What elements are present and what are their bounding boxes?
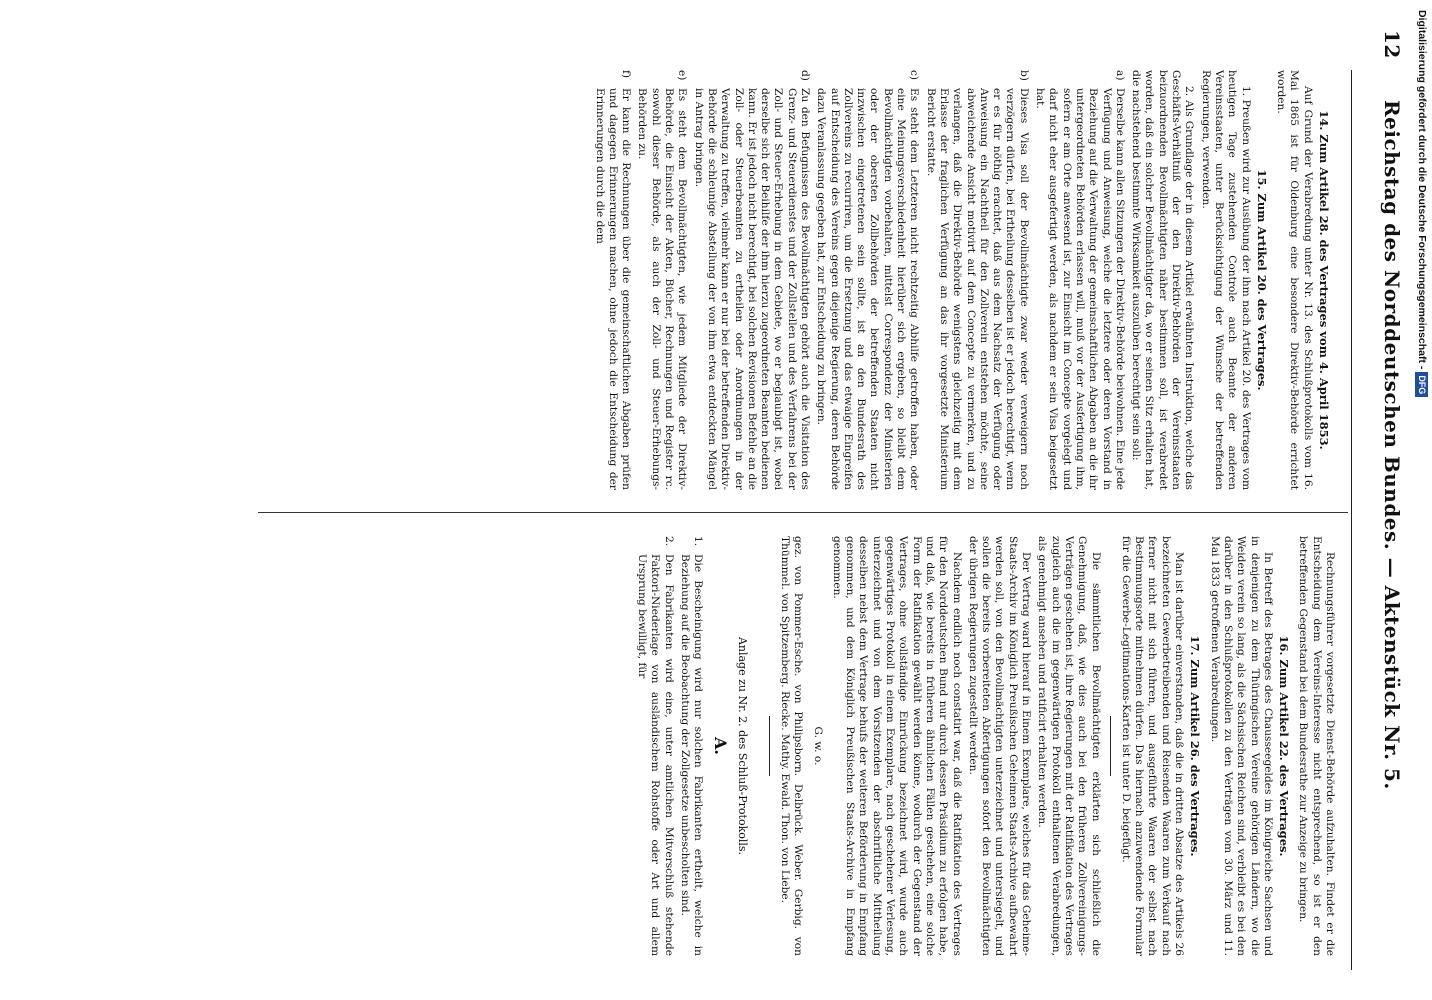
item-mark: a) (1113, 70, 1126, 81)
item-text: Den Fabrikanten wird eine, unter amtlichen Mitverschluß stehende Faktori-Niederlage von ausländischem Rohstoffe oder Art und allem Ursprung bewilligt, für (635, 554, 675, 956)
list-item (635, 536, 675, 956)
page-number: 12 (1380, 30, 1404, 59)
signature-marker: gez. (792, 536, 805, 558)
item-mark: e) (676, 70, 689, 81)
column-divider (258, 512, 1348, 513)
section-16-heading: 16. Zum Artikel 22. des Vertrages. (1277, 635, 1292, 857)
digitization-credit (1412, 6, 1432, 996)
item-mark: b) (1017, 70, 1030, 81)
section-15-heading: 15. Zum Artikel 20. des Vertrages. (1254, 169, 1269, 391)
side-credit-text: Digitalisierung gefördert durch die Deutsche Forschungsgemeinschaft - (1416, 10, 1428, 370)
header-rule (1351, 70, 1352, 970)
item-text: Er kann die Rechnungen über die gemeinschaftlichen Abgaben prüfen und dagegen Erinnerungen machen, ohne jedoch die Entscheidung der Erinnerungen durch die dem (593, 88, 633, 490)
item-mark: c) (908, 70, 921, 81)
section-15-paragraph-2: 2. Als Grundlage der in diesem Artikel erwähnten Instruktion, welche das Geschäfts-Verhältniß der den Direktiv-Behörden der Vereinsstaaten beizuordnenden Bevollmächtigten näher bestimmen soll, ist verabredet worden, daß ein solcher Bevollmächtigter da, wo er seinen Sitz erhalten hat, die nachstehend bestimmte Wirksamkeit auszuüben berechtigt sein soll: (1130, 70, 1196, 490)
section-14 (1274, 70, 1330, 490)
section-separator (1110, 716, 1111, 776)
item-mark: d) (799, 70, 812, 81)
item-mark: f) (620, 70, 633, 79)
left-column (56, 70, 1336, 490)
item-text: Die Bescheinigung wird nur solchen Fabrikanten ertheilt, welche in Beziehung auf die Beobachtung der Zollgesetze unbescholten sind. (678, 554, 705, 956)
item-text: Es steht dem Letzteren nicht rechtzeitig Abhilfe getroffen haben, oder eine Meinungsverschiedenheit hierüber sich ergeben, so bleibt dem Bevollmächtigten vorbehalten, mittelst Correspondenz der Ministerien oder der obersten Zollbehörden der betreffenden Staaten nicht inzwischen eingetretenen sein sollte, ist an den Bundesrath des Zollvereins zu recurriren, um die Ersetzung und das etwaige Eingreifen auf Entscheidung des Vereins gegen diejenige Regierung, deren Behörde dazu Veranlassung gegeben hat, zur Entscheidung zu bringen. (815, 88, 921, 490)
list-item (1033, 70, 1126, 490)
list-item (592, 70, 632, 490)
list-item (691, 70, 811, 490)
section-15 (592, 70, 1268, 490)
closing-paragraph-2: Der Vertrag ward hierauf in Einem Exemplare, welches für das Geheime-Staats-Archiv im Königlich Preußischen Geheimen Staats-Archive aufbewahrt werden soll, von den Bevollmächtigten unterzeichnet und untersiegelt, und sollen die bereits vorbereiteten Abfertigungen sofort den Bevollmächtigten der übrigen Regierungen zugestellt werden. (966, 536, 1033, 956)
sign-formula: G. w. o. (811, 726, 824, 766)
closing-paragraph-1: Die sämmtlichen Bevollmächtigten erklärten sich schließlich die Genehmigung, daß, wie dies auch bei den früheren Zollvereinigungs-Verträgen geschehen ist, ihre Regierungen mit der Ratifikation des Vertrages zugleich auch die im gegenwärtigen Protokoll enthaltenen Verabredungen, als genehmigt ansehen und ratificirt erhalten werden. (1036, 536, 1102, 956)
list-item (678, 536, 705, 956)
right-column (46, 536, 1336, 956)
page-header (1370, 30, 1404, 970)
item-mark: 2. (662, 536, 675, 547)
section-17-text: Man ist darüber einverstanden, daß die in dritten Absatze des Artikels 26 bezeichneten Gewerbetreibenden und Reisenden Waaren zum Verkauf nach ferner nicht mit sich führen, und ausgeführte Waaren der selbst nach Bestimmungsorte mitnehmen dürfen. Das hiernach anzuwendende Formular für die Gewerbe-Legitimations-Karten ist unter D. beigefügt. (1119, 536, 1186, 956)
signatories: von Pommer-Esche. von Philipsborn. Delbrück. Weber. Gerbig. von Thümmel. von Spitzemberg. Riecke. Mathy. Ewald. Thon. von Liebe. (779, 536, 805, 956)
item-text: Derselbe kann allen Sitzungen der Direktiv-Behörde beiwohnen. Eine jede Verfügung und Anweisung, welche die letztere oder deren Vorstand in Beziehung auf die Verwaltung der gemeinschaftlichen Abgaben an die ihr untergeordneten Behörden erlassen will, muß vor der Ausfertigung ihm, sofern er am Orte anwesend ist, zur Einsicht im Concepte vorgelegt und darf nicht eher ausgefertigt werden, als nachdem er sein Visa beigesetzt hat. (1034, 88, 1126, 490)
signatures-block (778, 536, 805, 956)
item-text: Es steht dem Bevollmächtigten, wie jedem Mitgliede der Direktiv-Behörde, die Einsicht der Akten, Bücher, Rechnungen und Register rc. sowohl dieser Behörde, als auch der Zoll- und Steuer-Erhebungs-Behörden zu. (636, 88, 689, 490)
list-item (635, 70, 688, 490)
list-item (814, 70, 920, 490)
section-17-heading: 17. Zum Artikel 26. des Vertrages. (1188, 635, 1203, 857)
dfg-logo: DFG (1415, 372, 1428, 397)
signature-separator (769, 716, 770, 776)
section-14-heading: 14. Zum Artikel 28. des Vertrages vom 4. April 1853. (1317, 110, 1331, 450)
item-text: Zu den Befugnissen des Bevollmächtigten gehört auch die Visitation des Grenz- und Steuerdienstes und der Zollstellen und des Verfahrens bei der Zoll- und Steuer-Erhebung in dem Gebiete, wo er beglaubigt ist, wobei derselbe sich der Beihilfe der ihm hierzu zugeordneten Beamten bedienen kann. Er ist jedoch nicht berechtigt, bei solchen Revisionen Befehle an die Zoll- oder Steuerbeamten zu ertheilen oder Anordnungen in der Verwaltung zu treffen, vielmehr kann er nur bei der betreffenden Direktiv-Behörde die schleunige Abstellung der von ihm etwa entdeckten Mängel in Antrag bringen. (692, 88, 812, 490)
list-item (923, 70, 1029, 490)
section-14-text: Auf Grund der Verabredung unter Nr. 13. des Schlußprotokolls vom 16. Mai 1865 ist für Oldenburg eine besondere Direktiv-Behörde errichtet worden. (1275, 70, 1314, 490)
annex-title: Anlage zu Nr. 2. des Schluß-Protokolls. (735, 636, 749, 856)
item-mark: 1. (692, 536, 705, 547)
annex-letter: A. (711, 737, 731, 755)
item-text: Dieses Visa soll der Bevollmächtigte zwar weder verweigern noch verzögern dürfen, bei Ertheilung desselben ist er jedoch berechtigt, wenn er es für nöthig erachtet, daß aus dem Nachsatz der Verfügung oder Anweisung ein Nachtheil für den Zollverein entstehen möchte, seine abweichende Ansicht motivirt auf dem Concepte zu vermerken, und zu verlangen, daß die Direktiv-Behörde wenigstens gleichzeitig mit dem Erlasse der fraglichen Verfügung an das ihr vorgesetzte Ministerium Bericht erstatte. (924, 88, 1030, 490)
running-title: Reichstag des Norddeutschen Bundes. — Aktenstück Nr. 5. (1380, 100, 1404, 790)
section-15-paragraph-1: 1. Preußen wird zur Ausübung der ihm nach Artikel 20. des Vertrages vom heutigen Tage zustehenden Controle auch Beamte der anderen Vereinsstaaten, unter Berücksichtigung der Wünsche der betreffenden Regierungen, verwenden. (1199, 70, 1252, 490)
continued-text: Rechnungsführer vorgesetzte Dienst-Behörde aufzuhalten. Findet er die Entscheidung dem Vereins-Interesse nicht entsprechend, so ist er den betreffenden Gegenstand bei dem Bundesrathe zur Anzeige zu bringen. (1297, 536, 1336, 956)
section-16-text: In Betreff des Betrages des Chausseegeldes im Königreiche Sachsen und in denjenigen zu dem Thüringischen Vereine gehörigen Ländern, wo die Weiden verein so lang, als die Sächsischen Reichen sind, verbleibt es bei den darüber in den Schlußprotokollen zu den Verträgen vom 30. März und 11. Mai 1833 getroffenen Verabredungen. (1208, 536, 1274, 956)
closing-paragraph-3: Nachdem endlich noch constatirt war, daß die Ratifikation des Vertrages für den Norddeutschen Bund nur durch dessen Präsidium zu erfolgen habe, und daß, wie bereits in früheren ähnlichen Fällen geschehen, eine solche Form der Ratifikation gewählt werden könne, wodurch der Gegenstand der Vertrages, ohne vollständige Einrückung bezeichnet wird, wurde auch gegenwärtiges Protokoll in einem Exemplare, nach geschehener Verlesung, unterzeichnet und von dem Vorsitzenden der abschriftliche Mittheilung desselben nebst dem Vertrage behufs der weiteren Beförderung in Empfang genommen, und dem Königlich Preußischen Staats-Archive in Empfang genommen. (830, 536, 963, 956)
